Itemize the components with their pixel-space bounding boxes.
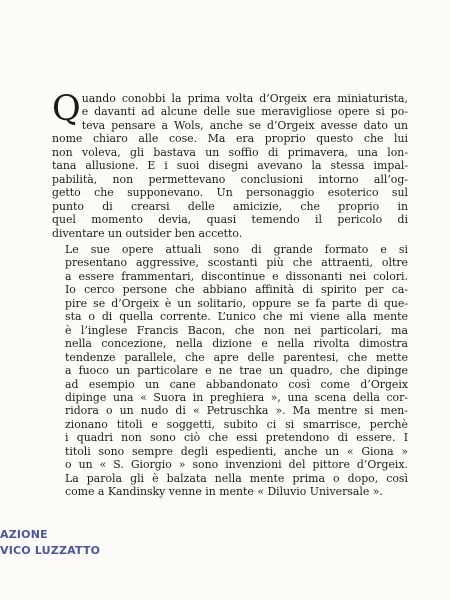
paragraph — [52, 89, 408, 240]
text-line: nella concezione, nella dizione e nella rivolta dimostra — [65, 337, 408, 351]
text-line: e davanti ad alcune delle sue meravigliose opere si po- — [81, 105, 408, 119]
text-line: a essere frammentari, discontinue e dissonanti nei colori. — [65, 269, 408, 283]
text-line: pire se d’Orgeix è un solitario, oppure se fa parte di que- — [65, 296, 408, 310]
text-line: come a Kandinsky venne in mente « Diluvio Universale ». — [65, 485, 383, 499]
text-line: Le sue opere attuali sono di grande formato e si — [65, 242, 408, 256]
text-line: titoli sono sempre degli espedienti, anche un « Giona » — [65, 444, 408, 458]
text-line: getto che supponevano. Un personaggio esoterico sul — [52, 186, 408, 200]
text-line: Io cerco persone che abbiano affinità di spirito per ca- — [65, 283, 408, 297]
text-line: diventare un outsider ben accetto. — [52, 226, 243, 240]
text-line: ridora o un nudo di « Petruschka ». Ma mentre si men- — [65, 404, 408, 418]
text-line: quel momento devia, quasi temendo il pericolo di — [52, 213, 408, 227]
text-line: zionano titoli e soggetti, subito ci si smarrisce, perchè — [65, 417, 408, 431]
text-line: non voleva, gli bastava un soffio di primavera, una lon- — [52, 145, 408, 159]
text-line: La parola gli è balzata nella mente prima o dopo, così — [65, 471, 408, 485]
paragraph — [52, 243, 408, 499]
text-line: ad esempio un cane abbandonato così come d’Orgeix — [65, 377, 408, 391]
text-line: sta o di quella corrente. L’unico che mi viene alla mente — [65, 310, 408, 324]
text-line: tendenze parallele, che apre delle parentesi, che mette — [65, 350, 408, 364]
body-text — [52, 89, 408, 499]
drop-cap: Q — [52, 89, 81, 129]
text-line: nome chiaro alle cose. Ma era proprio questo che lui — [52, 132, 408, 146]
stamp-line-2: VICO LUZZATTO — [0, 544, 101, 557]
text-line: pabilità, non permettevano conclusioni intorno all’og- — [52, 172, 408, 186]
text-line: o un « S. Giorgio » sono invenzioni del pittore d’Orgeix. — [65, 458, 408, 472]
library-stamp — [0, 527, 100, 559]
text-line: a fuoco un particolare e ne trae un quadro, che dipinge — [65, 364, 408, 378]
text-line: presentano aggressive, scostanti più che attraenti, oltre — [65, 256, 408, 270]
text-line: teva pensare a Wols, anche se d’Orgeix avesse dato un — [81, 118, 408, 132]
text-line: tana allusione. E i suoi disegni avevano la stessa impal- — [52, 159, 408, 173]
text-line: i quadri non sono ciò che essi pretendono di essere. I — [65, 431, 408, 445]
text-line: punto di crearsi delle amicizie, che proprio in — [52, 199, 408, 213]
stamp-line-1: AZIONE — [0, 528, 48, 541]
text-line: dipinge una « Suora in preghiera », una scena della cor- — [65, 390, 408, 404]
text-line: è l’inglese Francis Bacon, che non nei particolari, ma — [65, 323, 408, 337]
text-line: uando conobbi la prima volta d’Orgeix era miniaturista, — [81, 92, 408, 105]
